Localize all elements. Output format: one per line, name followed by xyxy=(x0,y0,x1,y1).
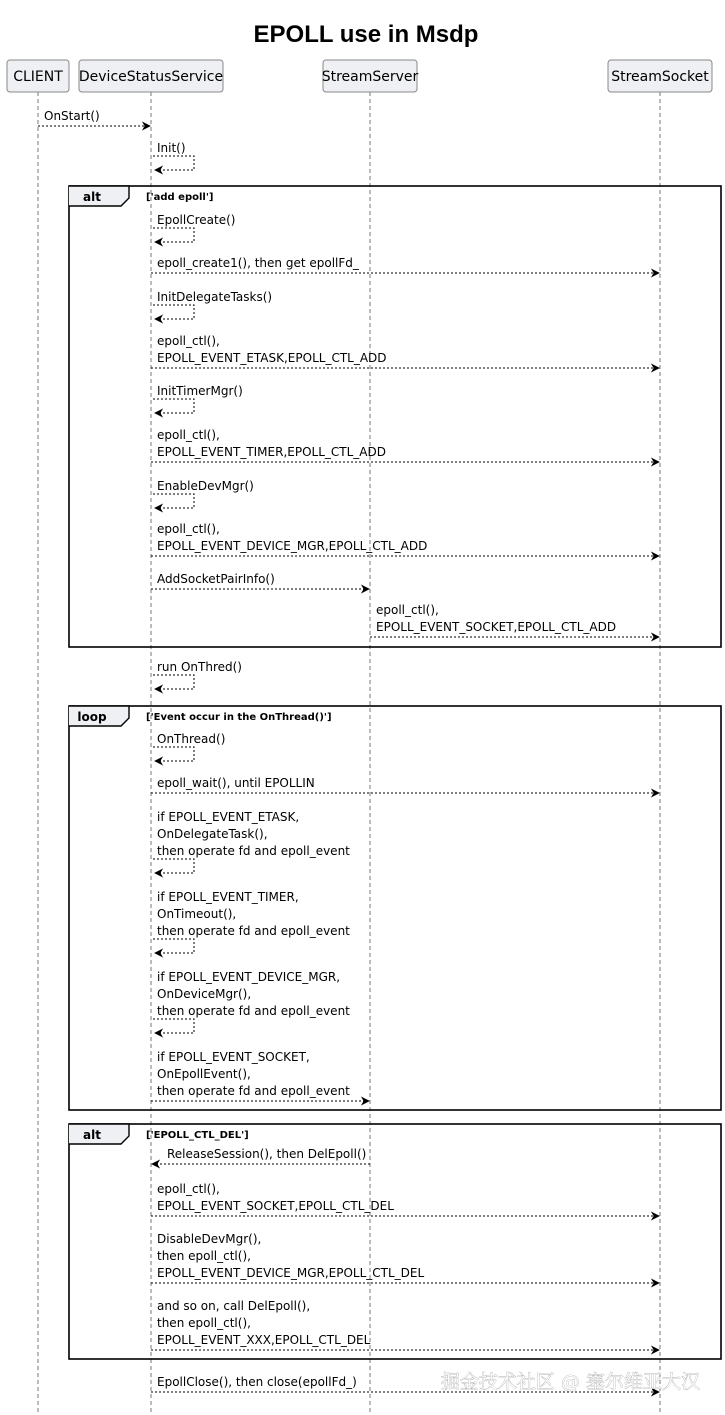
message-label: InitTimerMgr() xyxy=(157,384,243,398)
message-label: ReleaseSession(), then DelEpoll() xyxy=(167,1147,367,1161)
message xyxy=(153,384,243,413)
message-label: then operate fd and epoll_event xyxy=(157,844,350,858)
self-message-arrow xyxy=(153,228,194,242)
self-message-arrow xyxy=(153,494,194,508)
message xyxy=(153,970,350,1033)
message-label: run OnThred() xyxy=(157,660,242,674)
message-label: then operate fd and epoll_event xyxy=(157,924,350,938)
participant-label: CLIENT xyxy=(13,69,63,85)
message xyxy=(153,732,225,761)
message xyxy=(153,660,242,689)
message xyxy=(152,1147,370,1164)
self-message-arrow xyxy=(153,747,194,761)
message xyxy=(153,890,350,953)
message xyxy=(153,810,350,873)
message-label: EPOLL_EVENT_ETASK,EPOLL_CTL_ADD xyxy=(157,351,387,365)
self-message-arrow xyxy=(153,675,194,689)
message-label: OnTimeout(), xyxy=(157,907,237,921)
message-label: EPOLL_EVENT_DEVICE_MGR,EPOLL_CTL_ADD xyxy=(157,539,428,553)
message xyxy=(151,256,659,273)
message xyxy=(151,1232,659,1283)
self-message-arrow xyxy=(153,399,194,413)
message-label: InitDelegateTasks() xyxy=(157,290,273,304)
message-label: then operate fd and epoll_event xyxy=(157,1084,350,1098)
message-label: epoll_ctl(), xyxy=(376,603,439,617)
message-label: OnDelegateTask(), xyxy=(157,827,268,841)
message-label: EpollCreate() xyxy=(157,213,236,227)
participant-label: DeviceStatusService xyxy=(78,69,224,85)
message xyxy=(151,334,659,368)
participant-client xyxy=(7,60,69,92)
participant-streamserver xyxy=(322,60,419,92)
self-message-arrow xyxy=(153,939,194,953)
participant-streamsocket xyxy=(608,60,712,92)
message xyxy=(151,572,369,589)
frame-kind-label: alt xyxy=(83,190,101,204)
message-label: if EPOLL_EVENT_TIMER, xyxy=(157,890,299,904)
message-label: EpollClose(), then close(epollFd_) xyxy=(157,1375,357,1389)
message-label: if EPOLL_EVENT_SOCKET, xyxy=(157,1050,310,1064)
message xyxy=(153,141,194,170)
self-message-arrow xyxy=(153,859,194,873)
message-label: then epoll_ctl(), xyxy=(157,1249,251,1263)
self-message-arrow xyxy=(153,305,194,319)
message-label: epoll_ctl(), xyxy=(157,334,220,348)
message-label: epoll_ctl(), xyxy=(157,1182,220,1196)
message-label: EPOLL_EVENT_TIMER,EPOLL_CTL_ADD xyxy=(157,445,386,459)
frame-condition: ['add epoll'] xyxy=(146,192,214,203)
message xyxy=(153,479,254,508)
self-message-arrow xyxy=(153,1019,194,1033)
message-label: OnStart() xyxy=(44,109,100,123)
message-label: epoll_wait(), until EPOLLIN xyxy=(157,776,315,790)
message-label: if EPOLL_EVENT_DEVICE_MGR, xyxy=(157,970,341,984)
diagram-title: EPOLL use in Msdp xyxy=(253,21,479,48)
frame-kind-label: loop xyxy=(77,710,107,724)
message xyxy=(370,603,659,637)
message-label: epoll_ctl(), xyxy=(157,428,220,442)
message-label: DisableDevMgr(), xyxy=(157,1232,262,1246)
message-label: then epoll_ctl(), xyxy=(157,1316,251,1330)
watermark: 掘金技术社区 @ 塞尔维亚大汉 xyxy=(440,1371,700,1393)
message-label: EPOLL_EVENT_DEVICE_MGR,EPOLL_CTL_DEL xyxy=(157,1266,425,1280)
message-label: OnDeviceMgr(), xyxy=(157,987,252,1001)
message xyxy=(153,290,272,319)
message xyxy=(151,776,659,793)
message xyxy=(151,1299,659,1350)
frame-condition: ['Event occur in the OnThread()'] xyxy=(146,712,332,723)
message-label: epoll_create1(), then get epollFd_ xyxy=(157,256,359,270)
message xyxy=(151,522,659,556)
message xyxy=(151,1050,369,1101)
message-label: AddSocketPairInfo() xyxy=(157,572,275,586)
message xyxy=(151,428,659,462)
message-label: OnEpollEvent(), xyxy=(157,1067,251,1081)
message-label: epoll_ctl(), xyxy=(157,522,220,536)
message-label: EPOLL_EVENT_XXX,EPOLL_CTL_DEL xyxy=(157,1333,371,1347)
message-label: EnableDevMgr() xyxy=(157,479,254,493)
message-label: EPOLL_EVENT_SOCKET,EPOLL_CTL_ADD xyxy=(376,620,617,634)
participant-label: StreamServer xyxy=(321,69,419,85)
message-label: and so on, call DelEpoll(), xyxy=(157,1299,311,1313)
message-label: EPOLL_EVENT_SOCKET,EPOLL_CTL_DEL xyxy=(157,1199,394,1213)
participant-label: StreamSocket xyxy=(611,69,709,85)
frame-kind-label: alt xyxy=(83,1128,101,1142)
frame-condition: ['EPOLL_CTL_DEL'] xyxy=(146,1130,249,1141)
message-label: if EPOLL_EVENT_ETASK, xyxy=(157,810,300,824)
message-label: then operate fd and epoll_event xyxy=(157,1004,350,1018)
message xyxy=(38,109,150,126)
message xyxy=(151,1182,659,1216)
message-label: OnThread() xyxy=(157,732,226,746)
participant-devicestatusservice xyxy=(79,60,223,92)
self-message-arrow xyxy=(153,156,194,170)
message-label: Init() xyxy=(157,141,186,155)
message xyxy=(153,213,235,242)
